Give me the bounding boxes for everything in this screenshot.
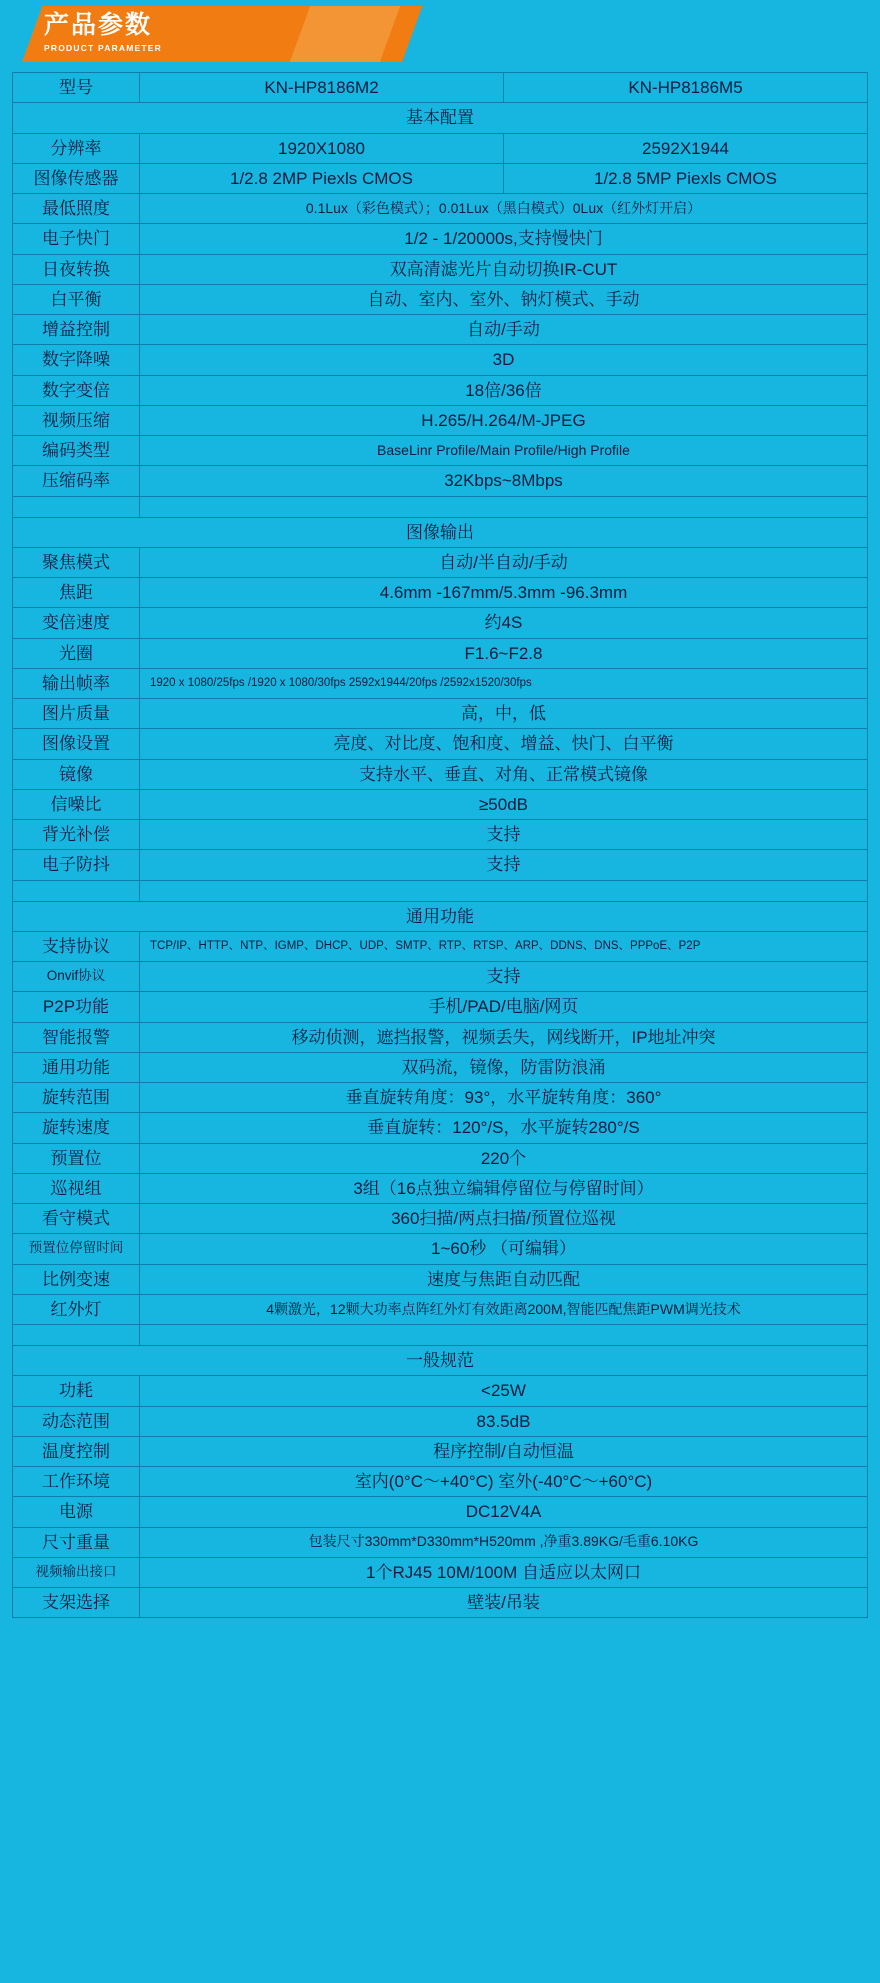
table-row-section-heading (13, 103, 868, 133)
table-row (13, 1588, 868, 1618)
row-label: 视频输出接口 (13, 1557, 140, 1587)
row-label: 光圈 (13, 638, 140, 668)
spacer-cell-label (13, 880, 140, 901)
table-row (13, 729, 868, 759)
spec-table-wrapper (0, 72, 880, 1634)
row-value: 4.6mm -167mm/5.3mm -96.3mm (140, 578, 868, 608)
row-value: 1~60秒 （可编辑） (140, 1234, 868, 1264)
row-value: 双高清滤光片自动切换IR-CUT (140, 254, 868, 284)
row-label: 支持协议 (13, 931, 140, 961)
row-label: 支架选择 (13, 1588, 140, 1618)
row-label: 预置位停留时间 (13, 1234, 140, 1264)
row-value-model2: 1/2.8 5MP Piexls CMOS (504, 163, 868, 193)
row-value-model2: 2592X1944 (504, 133, 868, 163)
table-row (13, 1436, 868, 1466)
row-value: 自动、室内、室外、钠灯模式、手动 (140, 284, 868, 314)
page-title: 产品参数 (44, 11, 153, 39)
table-row-spacer (13, 1325, 868, 1346)
row-value: 支持水平、垂直、对角、正常模式镜像 (140, 759, 868, 789)
table-row (13, 163, 868, 193)
table-row (13, 1467, 868, 1497)
row-label: 数字降噪 (13, 345, 140, 375)
table-row (13, 789, 868, 819)
row-label: 尺寸重量 (13, 1527, 140, 1557)
row-label: 日夜转换 (13, 254, 140, 284)
table-row (13, 284, 868, 314)
row-value: 支持 (140, 820, 868, 850)
row-label: 增益控制 (13, 315, 140, 345)
row-value: 自动/半自动/手动 (140, 547, 868, 577)
table-row (13, 194, 868, 224)
row-value: 220个 (140, 1143, 868, 1173)
table-row (13, 1406, 868, 1436)
row-value: 速度与焦距自动匹配 (140, 1264, 868, 1294)
row-value: 3组（16点独立编辑停留位与停留时间） (140, 1173, 868, 1203)
row-label: 比例变速 (13, 1264, 140, 1294)
row-label: 图片质量 (13, 699, 140, 729)
row-label: 电源 (13, 1497, 140, 1527)
row-label: 智能报警 (13, 1022, 140, 1052)
table-row (13, 820, 868, 850)
row-value: 双码流，镜像，防雷防浪涌 (140, 1052, 868, 1082)
spacer-cell-value (140, 880, 868, 901)
table-row (13, 608, 868, 638)
table-row (13, 1083, 868, 1113)
row-value: 1/2 - 1/20000s,支持慢快门 (140, 224, 868, 254)
row-value: 壁装/吊装 (140, 1588, 868, 1618)
row-label: 变倍速度 (13, 608, 140, 638)
row-label: 信噪比 (13, 789, 140, 819)
row-label: 聚焦模式 (13, 547, 140, 577)
table-row (13, 345, 868, 375)
table-row (13, 254, 868, 284)
row-value: 亮度、对比度、饱和度、增益、快门、白平衡 (140, 729, 868, 759)
table-row (13, 375, 868, 405)
row-label: 白平衡 (13, 284, 140, 314)
table-row (13, 405, 868, 435)
row-value: ≥50dB (140, 789, 868, 819)
section-heading: 一般规范 (13, 1346, 868, 1376)
row-label: 编码类型 (13, 436, 140, 466)
row-label: 旋转范围 (13, 1083, 140, 1113)
page-banner (0, 0, 880, 72)
table-row (13, 699, 868, 729)
row-value: 室内(0°C～+40°C) 室外(-40°C～+60°C) (140, 1467, 868, 1497)
row-value: 3D (140, 345, 868, 375)
table-row (13, 578, 868, 608)
table-row (13, 638, 868, 668)
row-label: 数字变倍 (13, 375, 140, 405)
row-label: 通用功能 (13, 1052, 140, 1082)
table-row-model (13, 73, 868, 103)
model-value-1: KN-HP8186M2 (140, 73, 504, 103)
row-label: 输出帧率 (13, 668, 140, 698)
row-value: 1个RJ45 10M/100M 自适应以太网口 (140, 1557, 868, 1587)
model-value-2: KN-HP8186M5 (504, 73, 868, 103)
row-label: 动态范围 (13, 1406, 140, 1436)
table-row (13, 133, 868, 163)
table-row (13, 1376, 868, 1406)
row-label: 看守模式 (13, 1204, 140, 1234)
row-label: 最低照度 (13, 194, 140, 224)
table-row (13, 759, 868, 789)
table-row-section-heading (13, 517, 868, 547)
row-value: 18倍/36倍 (140, 375, 868, 405)
table-row (13, 1143, 868, 1173)
table-row-spacer (13, 496, 868, 517)
row-value: 1920 x 1080/25fps /1920 x 1080/30fps 2592x1944/20fps /2592x1520/30fps (140, 668, 868, 698)
row-value: H.265/H.264/M-JPEG (140, 405, 868, 435)
table-row (13, 1527, 868, 1557)
table-row (13, 1294, 868, 1324)
spacer-cell-label (13, 496, 140, 517)
row-value: 垂直旋转：120°/S，水平旋转280°/S (140, 1113, 868, 1143)
table-row-section-heading (13, 1346, 868, 1376)
table-row (13, 1204, 868, 1234)
row-label: 温度控制 (13, 1436, 140, 1466)
row-value: <25W (140, 1376, 868, 1406)
page-subtitle: PRODUCT PARAMETER (44, 43, 162, 53)
row-label: 功耗 (13, 1376, 140, 1406)
table-row (13, 1173, 868, 1203)
row-value: 32Kbps~8Mbps (140, 466, 868, 496)
table-row (13, 992, 868, 1022)
row-label: P2P功能 (13, 992, 140, 1022)
spacer-cell-value (140, 1325, 868, 1346)
row-value: 支持 (140, 962, 868, 992)
table-row-spacer (13, 880, 868, 901)
row-label: 视频压缩 (13, 405, 140, 435)
table-row (13, 668, 868, 698)
spec-table-body (13, 73, 868, 1618)
row-value: 83.5dB (140, 1406, 868, 1436)
row-label: 工作环境 (13, 1467, 140, 1497)
row-label: 图像设置 (13, 729, 140, 759)
table-row (13, 1234, 868, 1264)
table-row (13, 224, 868, 254)
row-value: 程序控制/自动恒温 (140, 1436, 868, 1466)
row-label: 巡视组 (13, 1173, 140, 1203)
row-value: 360扫描/两点扫描/预置位巡视 (140, 1204, 868, 1234)
table-row (13, 850, 868, 880)
table-row (13, 1022, 868, 1052)
row-label: 图像传感器 (13, 163, 140, 193)
section-heading: 图像输出 (13, 517, 868, 547)
row-value: F1.6~F2.8 (140, 638, 868, 668)
row-label: 旋转速度 (13, 1113, 140, 1143)
row-label: 型号 (13, 73, 140, 103)
table-row (13, 1264, 868, 1294)
row-label: 红外灯 (13, 1294, 140, 1324)
row-value: 约4S (140, 608, 868, 638)
row-label: 分辨率 (13, 133, 140, 163)
row-label: 镜像 (13, 759, 140, 789)
spacer-cell-value (140, 496, 868, 517)
row-value: 支持 (140, 850, 868, 880)
table-row (13, 436, 868, 466)
row-label: Onvif协议 (13, 962, 140, 992)
table-row (13, 962, 868, 992)
table-row (13, 1113, 868, 1143)
row-label: 背光补偿 (13, 820, 140, 850)
table-row (13, 466, 868, 496)
row-label: 电子防抖 (13, 850, 140, 880)
row-value: 4颗激光，12颗大功率点阵红外灯有效距离200M,智能匹配焦距PWM调光技术 (140, 1294, 868, 1324)
row-value: 移动侦测，遮挡报警，视频丢失，网线断开，IP地址冲突 (140, 1022, 868, 1052)
table-row (13, 1557, 868, 1587)
row-value: DC12V4A (140, 1497, 868, 1527)
row-value: BaseLinr Profile/Main Profile/High Profile (140, 436, 868, 466)
table-row (13, 315, 868, 345)
row-value: 自动/手动 (140, 315, 868, 345)
row-value: 手机/PAD/电脑/网页 (140, 992, 868, 1022)
row-label: 压缩码率 (13, 466, 140, 496)
table-row (13, 547, 868, 577)
table-row (13, 1497, 868, 1527)
table-row (13, 1052, 868, 1082)
row-value: 高，中，低 (140, 699, 868, 729)
table-row (13, 931, 868, 961)
row-value-model1: 1920X1080 (140, 133, 504, 163)
row-value: TCP/IP、HTTP、NTP、IGMP、DHCP、UDP、SMTP、RTP、RTSP、ARP、DDNS、DNS、PPPoE、P2P (140, 931, 868, 961)
row-value: 包装尺寸330mm*D330mm*H520mm ,净重3.89KG/毛重6.10KG (140, 1527, 868, 1557)
row-label: 电子快门 (13, 224, 140, 254)
spacer-cell-label (13, 1325, 140, 1346)
spec-table (12, 72, 868, 1618)
banner-text-group (44, 10, 162, 54)
row-value: 垂直旋转角度：93°，水平旋转角度：360° (140, 1083, 868, 1113)
row-value: 0.1Lux（彩色模式）；0.01Lux（黑白模式）0Lux（红外灯开启） (140, 194, 868, 224)
table-row-section-heading (13, 901, 868, 931)
section-heading: 基本配置 (13, 103, 868, 133)
row-label: 焦距 (13, 578, 140, 608)
section-heading: 通用功能 (13, 901, 868, 931)
row-label: 预置位 (13, 1143, 140, 1173)
row-value-model1: 1/2.8 2MP Piexls CMOS (140, 163, 504, 193)
